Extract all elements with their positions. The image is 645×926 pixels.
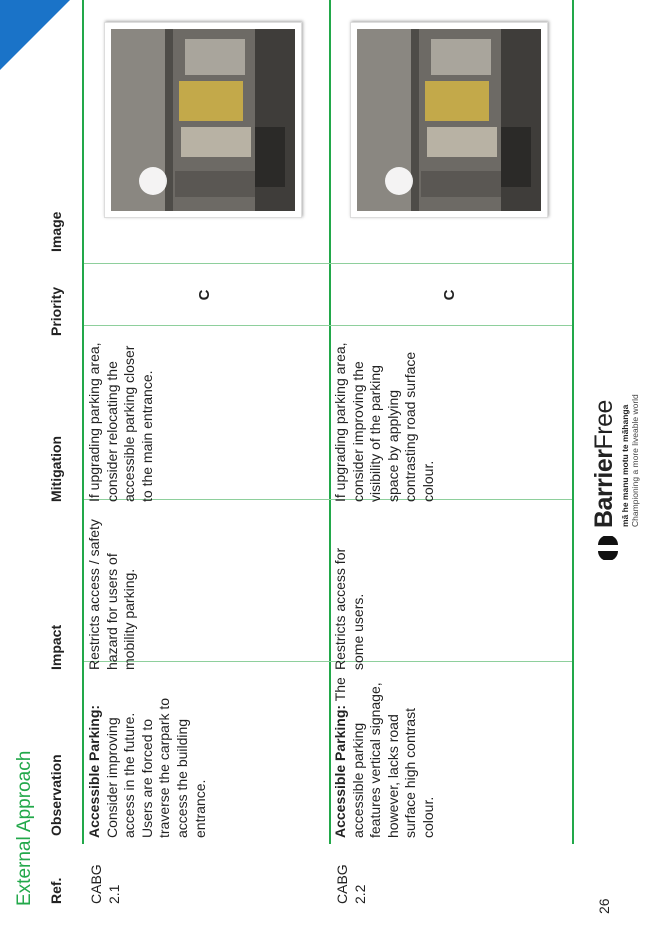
row2-photo [350, 22, 548, 218]
corner-decoration [0, 0, 70, 70]
header-ref: Ref. [48, 877, 64, 904]
row1-priority: C [196, 289, 213, 301]
header-observation: Observation [48, 754, 64, 836]
row1-impact: Restricts access / safety hazard for users of mobility parking. [86, 519, 138, 670]
col-divider-2 [84, 499, 572, 500]
row1-ref: CABG 2.1 [88, 864, 122, 904]
col-divider-4 [84, 263, 572, 264]
logo-name: BarrierFree [590, 400, 618, 528]
row2-impact: Restricts access for some users. [332, 547, 366, 670]
section-title: External Approach [14, 750, 35, 906]
page-number: 26 [596, 898, 612, 914]
header-impact: Impact [48, 624, 64, 670]
row1-photo [104, 22, 302, 218]
row1-top-border [82, 0, 84, 844]
row-divider [329, 0, 331, 844]
logo-tagline-maori: mā he manu motu te māhanga [620, 404, 630, 527]
row2-ref: CABG 2.2 [334, 864, 368, 904]
logo-mark-icon [596, 536, 620, 560]
row2-bottom-border [572, 0, 574, 844]
header-mitigation: Mitigation [48, 435, 64, 502]
row2-priority: C [441, 289, 458, 301]
row2-observation: Accessible Parking: The accessible parking features vertical signage, however, lacks road surface high contrast colour. [332, 677, 436, 838]
col-divider-1 [84, 661, 572, 662]
header-priority: Priority [48, 286, 64, 336]
row1-mitigation: If upgrading parking area, consider relocating the accessible parking closer to the main entrance. [86, 342, 155, 502]
row1-observation: Accessible Parking: Consider improving access in the future. Users are forced to traverse the carpark to access the building entrance. [86, 697, 208, 838]
logo-tagline: Championing a more liveable world [630, 394, 640, 527]
col-divider-3 [84, 325, 572, 326]
row2-mitigation: If upgrading parking area, consider improving the visibility of the parking space by applying contrasting road surface colour. [332, 342, 436, 502]
header-image: Image [48, 211, 64, 252]
